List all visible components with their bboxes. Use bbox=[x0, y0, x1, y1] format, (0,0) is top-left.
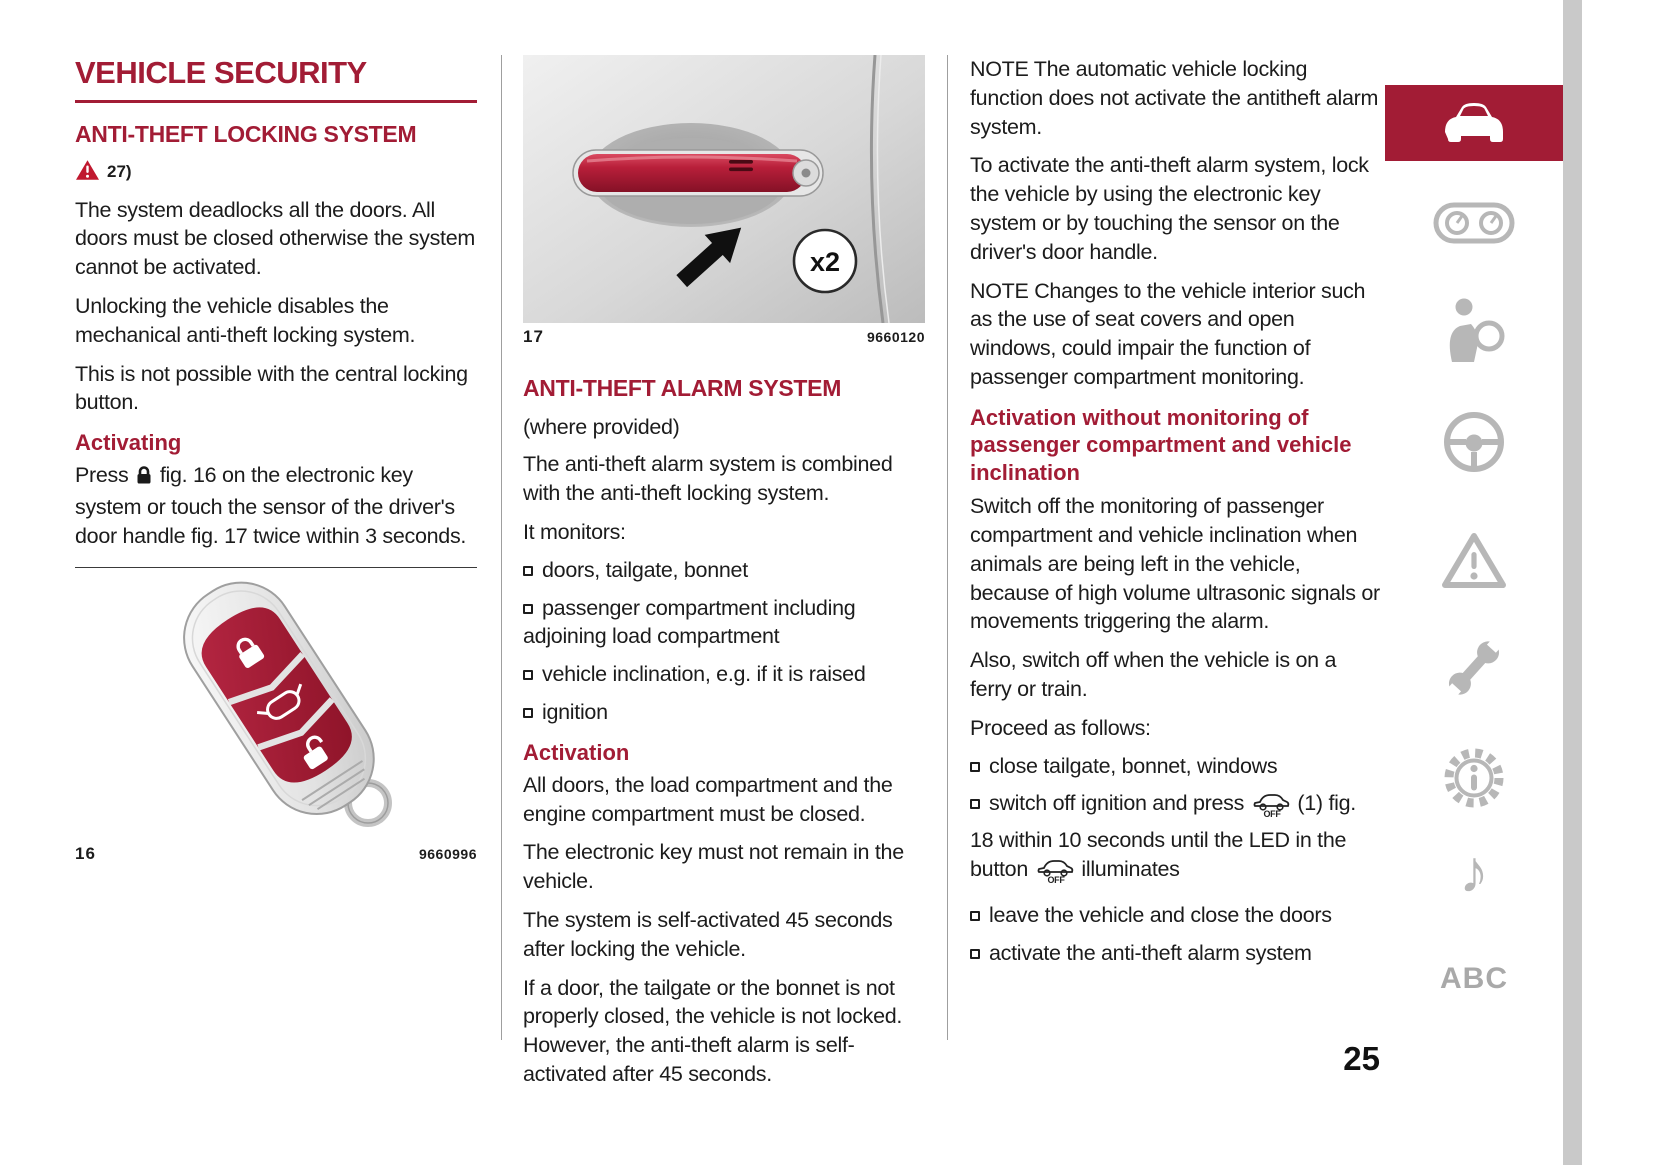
sidebar-item-index[interactable] bbox=[1385, 962, 1563, 996]
section-anti-theft-locking: ANTI-THEFT LOCKING SYSTEM bbox=[75, 121, 417, 147]
title-rule bbox=[75, 100, 477, 103]
list-item: vehicle inclination, e.g. if it is raised bbox=[523, 660, 925, 689]
wrench-icon bbox=[1441, 635, 1507, 701]
square-bullet-icon bbox=[523, 604, 533, 614]
airbag-person-icon bbox=[1442, 296, 1506, 364]
note-paragraph: NOTE The automatic vehicle locking function does not activate the antitheft alarm system. bbox=[970, 57, 1379, 139]
figure-caption bbox=[523, 327, 925, 347]
column-divider bbox=[501, 55, 502, 1040]
sidebar-item-driving[interactable] bbox=[1385, 410, 1563, 474]
list-item: doors, tailgate, bonnet bbox=[523, 556, 925, 585]
subheading-activating: Activating bbox=[75, 430, 182, 456]
where-provided: (where provided) bbox=[523, 414, 680, 439]
square-bullet-icon bbox=[523, 708, 533, 718]
sidebar-item-safety[interactable] bbox=[1385, 296, 1563, 364]
figure-number: 17 bbox=[523, 327, 544, 346]
off-label: OFF bbox=[1263, 809, 1281, 819]
figure-caption bbox=[75, 844, 477, 864]
sidebar-item-emergency[interactable] bbox=[1385, 530, 1563, 592]
press-instruction: Press fig. 16 on the electronic key system or touch the sensor of the driver's door handle fig. 17 twice within 3 seconds. bbox=[75, 463, 467, 548]
vehicle-off-button-icon bbox=[1036, 856, 1074, 892]
subheading-activation-without-monitoring: Activation without monitoring of passenger compartment and vehicle inclination bbox=[970, 404, 1352, 485]
column-middle bbox=[523, 55, 925, 1099]
page-title: VEHICLE SECURITY bbox=[75, 55, 367, 90]
sidebar-item-multimedia[interactable] bbox=[1385, 838, 1563, 905]
paragraph: If a door, the tailgate or the bonnet is not properly closed, the vehicle is not locked. However, the anti-theft alarm is self-activated after 45 seconds. bbox=[523, 975, 903, 1086]
paragraph: Also, switch off when the vehicle is on a ferry or train. bbox=[970, 648, 1337, 702]
off-label: OFF bbox=[1047, 875, 1065, 885]
warning-triangle-icon bbox=[1440, 530, 1508, 592]
paragraph: All doors, the load compartment and the engine compartment must be closed. bbox=[523, 772, 893, 826]
gear-info-icon bbox=[1441, 745, 1507, 811]
touch-sensor bbox=[729, 160, 753, 164]
electronic-key-illustration bbox=[75, 568, 477, 840]
figure-code: 9660120 bbox=[866, 329, 925, 345]
list-item: passenger compartment including adjoining load compartment bbox=[523, 595, 856, 649]
music-note-icon: ♪ bbox=[1459, 838, 1489, 905]
paragraph: To activate the anti-theft alarm system, lock the vehicle by using the electronic key system or by touching the sensor on the driver's door handle. bbox=[970, 153, 1369, 264]
paragraph: The anti-theft alarm system is combined with the anti-theft locking system. bbox=[523, 452, 893, 506]
square-bullet-icon bbox=[523, 670, 533, 680]
list-item: activate the anti-theft alarm system bbox=[970, 939, 1380, 968]
column-right bbox=[970, 55, 1380, 976]
paragraph: Switch off the monitoring of passenger compartment and vehicle inclination when animals are being left in the vehicle, because of high volume ultrasonic signals or movements triggering the alarm. bbox=[970, 494, 1380, 634]
figure-number: 16 bbox=[75, 843, 96, 863]
warning-number: 27) bbox=[107, 162, 132, 182]
paragraph: The electronic key must not remain in the vehicle. bbox=[523, 840, 904, 894]
square-bullet-icon bbox=[970, 762, 980, 772]
paragraph: Unlocking the vehicle disables the mechanical anti-theft locking system. bbox=[75, 293, 416, 347]
list-item: switch off ignition and press OFF (1) fig. 18 within 10 seconds until the LED in the button OFF illuminates bbox=[970, 789, 1380, 891]
list-item: leave the vehicle and close the doors bbox=[970, 901, 1380, 930]
figure-code: 9660996 bbox=[418, 845, 477, 862]
section-anti-theft-alarm: ANTI-THEFT ALARM SYSTEM bbox=[523, 375, 842, 401]
abc-index-label: ABC bbox=[1440, 962, 1508, 995]
paragraph: This is not possible with the central locking button. bbox=[75, 361, 468, 415]
lock-icon bbox=[136, 464, 152, 493]
paragraph: It monitors: bbox=[523, 519, 626, 544]
warning-reference bbox=[75, 159, 477, 186]
subheading-activation: Activation bbox=[523, 739, 630, 765]
sidebar-item-instruments[interactable] bbox=[1385, 200, 1563, 246]
x2-badge-label: x2 bbox=[809, 247, 841, 277]
list-item: ignition bbox=[523, 698, 925, 727]
square-bullet-icon bbox=[970, 799, 980, 809]
steering-wheel-icon bbox=[1442, 410, 1506, 474]
note-paragraph: NOTE Changes to the vehicle interior such as the use of seat covers and open windows, could impair the function of passenger compartment monitoring. bbox=[970, 278, 1366, 389]
paragraph: Proceed as follows: bbox=[970, 715, 1151, 740]
instrument-panel-icon bbox=[1432, 200, 1516, 246]
vehicle-off-button-icon bbox=[1252, 790, 1290, 826]
column-divider bbox=[947, 55, 948, 1040]
sidebar-item-technical-data[interactable] bbox=[1385, 745, 1563, 811]
warning-triangle-red-icon bbox=[75, 159, 100, 186]
square-bullet-icon bbox=[523, 566, 533, 576]
paragraph: The system deadlocks all the doors. All doors must be closed otherwise the system cannot be activated. bbox=[75, 197, 475, 280]
column-left bbox=[75, 55, 477, 864]
door-handle-illustration bbox=[523, 55, 925, 323]
square-bullet-icon bbox=[970, 949, 980, 959]
sidebar-edge-strip bbox=[1563, 0, 1582, 1165]
figure-17-door-handle bbox=[523, 55, 925, 347]
sidebar-item-maintenance[interactable] bbox=[1385, 635, 1563, 701]
paragraph: The system is self-activated 45 seconds after locking the vehicle. bbox=[523, 907, 893, 961]
sidebar-item-vehicle-security-active[interactable] bbox=[1385, 85, 1563, 161]
square-bullet-icon bbox=[970, 911, 980, 921]
list-item: close tailgate, bonnet, windows bbox=[970, 752, 1380, 781]
page-number: 25 bbox=[1343, 1040, 1380, 1077]
figure-16-electronic-key bbox=[75, 568, 477, 864]
car-icon bbox=[1436, 99, 1512, 147]
